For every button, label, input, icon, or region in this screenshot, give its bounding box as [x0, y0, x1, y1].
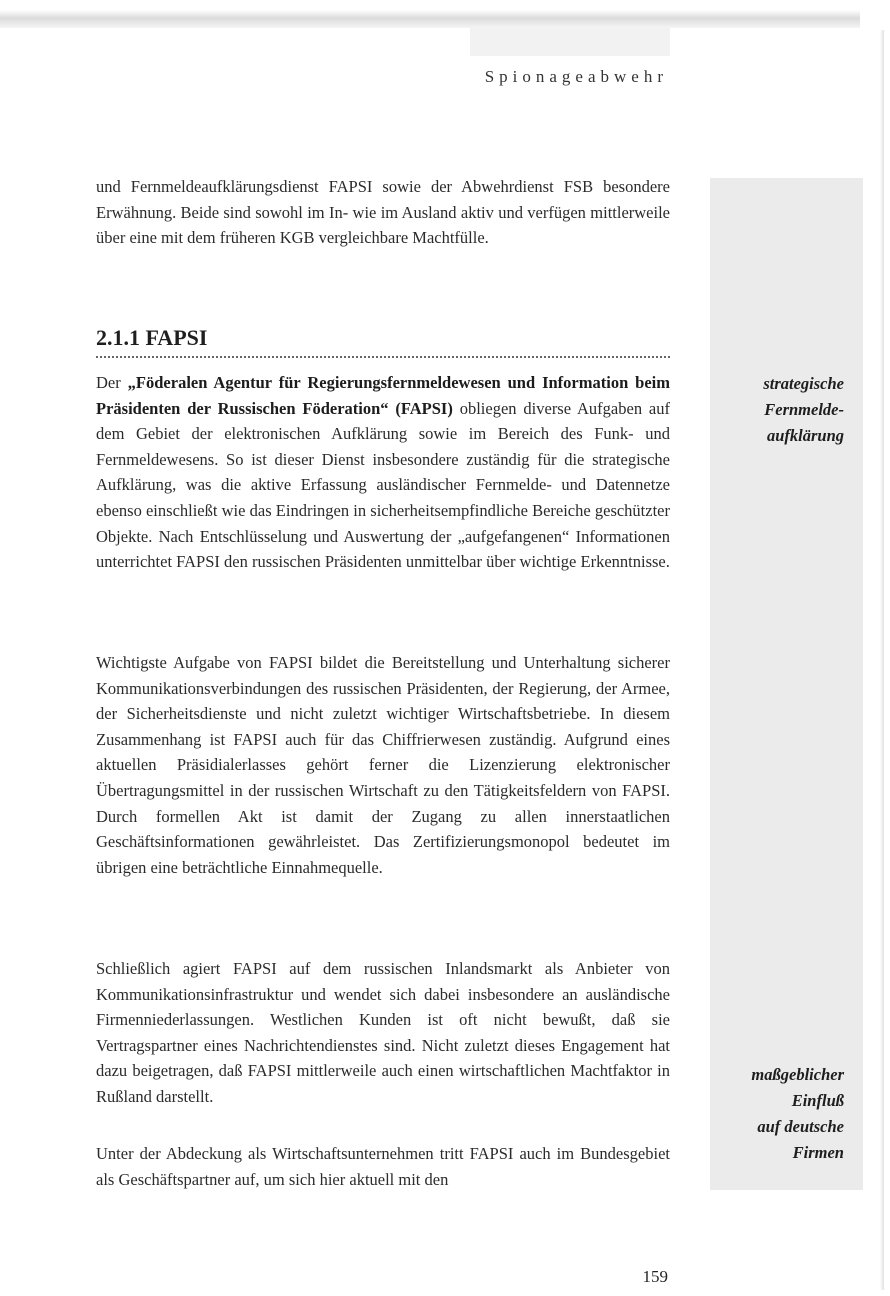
paragraph-1-lead: Der — [96, 373, 128, 392]
margin-note-2-line-4: Firmen — [792, 1143, 844, 1162]
paragraph-1-text — [96, 370, 670, 575]
paragraph-4 — [96, 1141, 670, 1192]
paragraph-2 — [96, 650, 670, 880]
margin-note-2-line-2: Einfluß — [791, 1091, 844, 1110]
running-header: Spionageabwehr — [484, 67, 668, 86]
paragraph-1-rest: obliegen diverse Aufgaben auf dem Gebiet der elektronischen Aufklärung sowie im Bereich des Funk- und Fernmeldewesens. So ist dieser Dienst insbesondere zuständig für die strategische Aufklärung, was die aktive Erfassung ausländischer Fernmelde- und Datennetze ebenso einschließt wie das Eindringen in sicherheitsempfindliche Bereiche geschützter Objekte. Nach Entschlüsselung und Auswertung der „aufgefangenen“ Informationen unterrichtet FAPSI den russischen Präsidenten unmittelbar über wichtige Erkenntnisse. — [96, 398, 670, 572]
intro-paragraph — [96, 174, 670, 251]
paragraph-2-text: Wichtigste Aufgabe von FAPSI bildet die Bereitstellung und Unterhaltung sicherer Kommunikationsverbindungen des russischen Präsidenten, der Regierung, der Armee, der Sicherheitsdienste und nicht zuletzt wichtiger Wirtschaftsbetriebe. In diesem Zusammenhang ist FAPSI auch für das Chiffrierwesen zuständig. Aufgrund eines aktuellen Präsidialerlasses gehört ferner die Lizenzierung elektronischer Übertragungsmittel in der russischen Wirtschaft zu den Tätigkeitsfeldern von FAPSI. Durch formellen Akt ist damit der Zugang zu allen innerstaatlichen Geschäftsinformationen gewährleistet. Das Zertifizierungsmonopol bedeutet im übrigen eine beträchtliche Einnahmequelle. — [96, 653, 670, 877]
scan-shadow-top — [0, 10, 860, 28]
intro-text: und Fernmeldeaufklärungsdienst FAPSI sowie der Abwehrdienst FSB besondere Erwähnung. Beide sind sowohl im In- wie im Ausland aktiv und verfügen mittlerweile über eine mit dem früheren KGB vergleichbare Machtfülle. — [96, 177, 670, 248]
page-number: 159 — [642, 1267, 668, 1286]
scan-shadow-top-patch — [470, 28, 670, 56]
paragraph-3-text: Schließlich agiert FAPSI auf dem russischen Inlandsmarkt als Anbieter von Kommunikationsinfrastruktur und wendet sich dabei insbesondere an ausländische Firmenniederlassungen. Westlichen Kunden ist oft nicht bewußt, daß sie Vertragspartner eines Nachrichtendienstes sind. Nicht zuletzt dieses Engagement hat dazu beigetragen, daß FAPSI mittlerweile auch einen wirtschaftlichen Machtfaktor in Rußland darstellt. — [96, 959, 670, 1106]
margin-note-1-line-2: Fernmelde- — [764, 400, 844, 419]
margin-column — [710, 178, 863, 1190]
paragraph-1 — [96, 370, 670, 575]
paragraph-3 — [96, 956, 670, 1110]
scan-shadow-right — [880, 30, 884, 1290]
margin-note-strategic-reconnaissance — [694, 371, 844, 449]
margin-note-2-line-3: auf deutsche — [757, 1117, 844, 1136]
margin-note-influence-on-firms — [694, 1062, 844, 1166]
margin-note-2-line-1: maßgeblicher — [751, 1065, 844, 1084]
agency-full-name: „Föderalen Agentur für Regierungsfernmeldewesen und Information beim Präsidenten der Russischen Föderation“ (FAPSI) — [96, 373, 671, 418]
margin-note-1-line-1: strategische — [763, 374, 844, 393]
margin-note-1-line-3: aufklärung — [766, 426, 844, 445]
section-heading: 2.1.1 FAPSI — [96, 324, 670, 358]
paragraph-4-text: Unter der Abdeckung als Wirtschaftsunternehmen tritt FAPSI auch im Bundesgebiet als Geschäftspartner auf, um sich hier aktuell mit den — [96, 1144, 670, 1189]
